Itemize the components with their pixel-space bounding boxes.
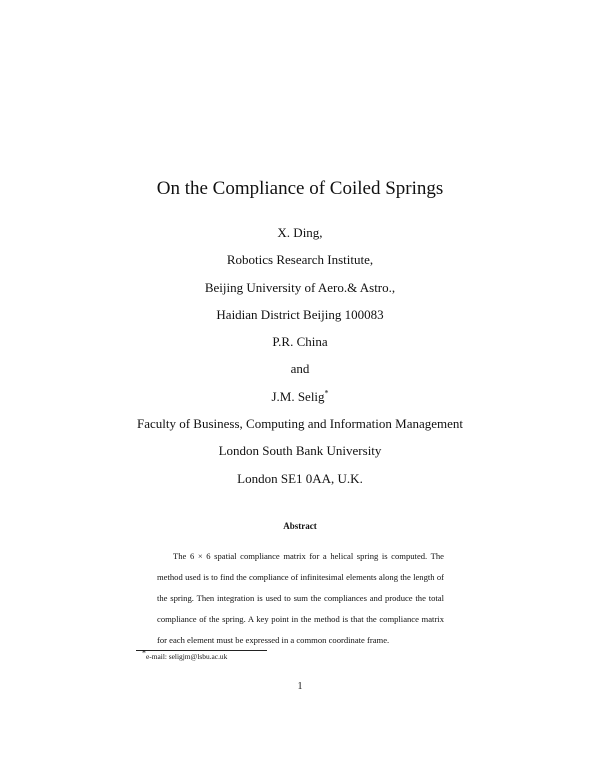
- author2-name-line: [0, 388, 600, 415]
- abstract-heading: Abstract: [283, 521, 317, 531]
- author2-name: J.M. Selig: [271, 388, 325, 404]
- author1-district: Haidian District Beijing 100083: [216, 306, 384, 322]
- author1-institute: Robotics Research Institute,: [226, 252, 374, 268]
- footnote-email: e-mail: seligjm@lsbu.ac.uk: [146, 652, 228, 661]
- footnote-marker: *: [142, 648, 146, 658]
- author2-university: London South Bank University: [218, 443, 382, 459]
- author2-footnote-marker: *: [324, 388, 329, 398]
- footnote: [142, 648, 228, 661]
- abstract-body: [157, 546, 444, 651]
- page-number: 1: [297, 681, 303, 692]
- author2-faculty: Faculty of Business, Computing and Information Management: [136, 416, 464, 432]
- author2-address: London SE1 0AA, U.K.: [237, 470, 363, 486]
- author-block: [0, 224, 600, 497]
- abstract-paragraph: The 6 × 6 spatial compliance matrix for a helical spring is computed. The method used is to find the compliance of infinitesimal elements along the length of the spring. Then integration is used to sum the compliances and produce the total compliance of the spring. A key point in the method is that the compliance matrix for each element must be expressed in a common coordinate frame.: [157, 551, 444, 645]
- author-conjunction: and: [290, 361, 310, 377]
- author1-country: P.R. China: [272, 334, 328, 350]
- author1-name: X. Ding,: [277, 225, 323, 240]
- author1-university: Beijing University of Aero.& Astro.,: [204, 279, 396, 295]
- footnote-rule: [136, 650, 267, 651]
- paper-title: On the Compliance of Coiled Springs: [156, 178, 444, 199]
